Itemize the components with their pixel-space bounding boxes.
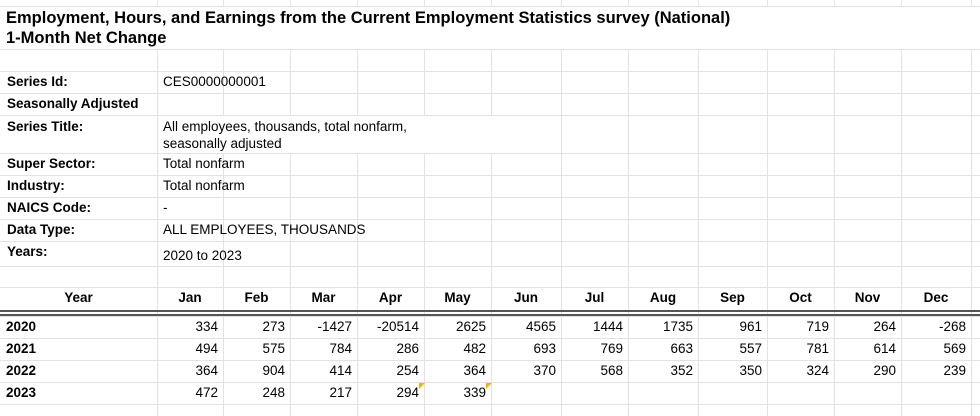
table-cell[interactable]: 557	[739, 341, 762, 356]
row-year-2023: 2023	[6, 385, 37, 400]
sheet-title: Employment, Hours, and Earnings from the Current Employment Statistics survey (National)	[6, 9, 731, 27]
header-month-aug: Aug	[649, 290, 677, 305]
table-cell[interactable]: 352	[670, 363, 693, 378]
meta-label-series-id: Series Id:	[7, 74, 68, 89]
meta-label-data-type: Data Type:	[7, 222, 76, 237]
table-cell[interactable]: 482	[463, 341, 486, 356]
header-month-dec: Dec	[923, 290, 949, 305]
table-cell[interactable]: 414	[329, 363, 352, 378]
row-year-2020: 2020	[6, 319, 37, 334]
meta-value-super-sector: Total nonfarm	[163, 156, 245, 171]
table-cell[interactable]: 693	[533, 341, 556, 356]
meta-value-naics-code: -	[163, 200, 168, 215]
cell-note-flag[interactable]	[419, 383, 425, 389]
header-month-may: May	[444, 290, 471, 305]
table-cell[interactable]: 494	[195, 341, 218, 356]
table-cell[interactable]: 4565	[525, 319, 556, 334]
table-cell[interactable]: 286	[396, 341, 419, 356]
table-cell[interactable]: 1735	[662, 319, 693, 334]
table-cell[interactable]: 575	[262, 341, 285, 356]
table-cell[interactable]: 904	[262, 363, 285, 378]
header-month-jul: Jul	[584, 290, 605, 305]
table-cell[interactable]: 784	[329, 341, 352, 356]
header-year: Year	[64, 290, 93, 305]
sheet-subtitle: 1-Month Net Change	[6, 29, 167, 47]
table-cell[interactable]: 568	[600, 363, 623, 378]
row-year-2022: 2022	[6, 363, 37, 378]
table-cell[interactable]: 273	[262, 319, 285, 334]
header-month-apr: Apr	[378, 290, 403, 305]
table-cell[interactable]: 781	[806, 341, 829, 356]
table-cell[interactable]: 290	[873, 363, 896, 378]
table-cell[interactable]: 334	[195, 319, 218, 334]
meta-value-industry: Total nonfarm	[163, 178, 245, 193]
meta-label-series-title: Series Title:	[7, 119, 84, 134]
table-cell[interactable]: 2625	[455, 319, 486, 334]
table-cell[interactable]: 248	[262, 385, 285, 400]
table-cell[interactable]: 339	[463, 385, 486, 400]
meta-label-super-sector: Super Sector:	[7, 156, 96, 171]
table-cell[interactable]: 961	[739, 319, 762, 334]
table-cell[interactable]: -1427	[317, 319, 352, 334]
header-separator-2	[0, 314, 980, 316]
table-cell[interactable]: 614	[873, 341, 896, 356]
table-cell[interactable]: 324	[806, 363, 829, 378]
row-year-2021: 2021	[6, 341, 37, 356]
meta-value-series-title: All employees, thousands, total nonfarm,	[163, 119, 407, 134]
table-cell[interactable]: 350	[739, 363, 762, 378]
header-separator	[0, 310, 980, 312]
meta-label-years: Years:	[7, 244, 48, 259]
table-cell[interactable]: 217	[329, 385, 352, 400]
table-cell[interactable]: 294	[396, 385, 419, 400]
table-cell[interactable]: 769	[600, 341, 623, 356]
table-cell[interactable]: 719	[806, 319, 829, 334]
table-cell[interactable]: 472	[195, 385, 218, 400]
meta-label-industry: Industry:	[7, 178, 65, 193]
table-cell[interactable]: -20514	[376, 319, 419, 334]
meta-label-seasonally-adjusted: Seasonally Adjusted	[7, 96, 139, 111]
header-month-oct: Oct	[789, 290, 812, 305]
meta-value-years: 2020 to 2023	[163, 248, 242, 263]
header-month-jun: Jun	[513, 290, 538, 305]
table-cell[interactable]: 239	[943, 363, 966, 378]
header-month-jan: Jan	[178, 290, 202, 305]
meta-label-naics-code: NAICS Code:	[7, 200, 91, 215]
meta-value-data-type: ALL EMPLOYEES, THOUSANDS	[163, 222, 366, 237]
header-month-sep: Sep	[720, 290, 745, 305]
table-cell[interactable]: 569	[943, 341, 966, 356]
table-cell[interactable]: 364	[195, 363, 218, 378]
meta-value-series-title-2: seasonally adjusted	[163, 136, 282, 151]
table-cell[interactable]: 663	[670, 341, 693, 356]
cell-note-flag[interactable]	[486, 383, 492, 389]
table-cell[interactable]: 364	[463, 363, 486, 378]
table-cell[interactable]: 1444	[592, 319, 623, 334]
header-month-mar: Mar	[311, 290, 336, 305]
table-cell[interactable]: 254	[396, 363, 419, 378]
table-cell[interactable]: 370	[533, 363, 556, 378]
table-cell[interactable]: -268	[938, 319, 966, 334]
header-month-nov: Nov	[854, 290, 881, 305]
meta-value-series-id: CES0000000001	[163, 74, 266, 89]
header-month-feb: Feb	[244, 290, 269, 305]
table-cell[interactable]: 264	[873, 319, 896, 334]
